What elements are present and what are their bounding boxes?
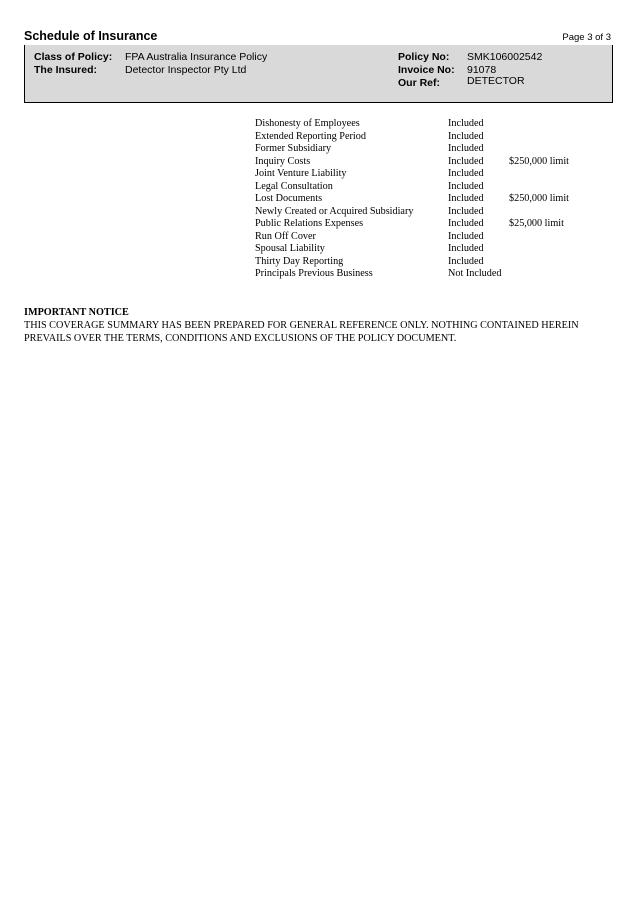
coverage-name: Inquiry Costs — [255, 155, 311, 167]
coverage-limit: $250,000 limit — [509, 193, 569, 204]
coverage-status: Not Included — [448, 268, 502, 279]
coverage-status: Included — [448, 243, 484, 254]
coverage-status: Included — [448, 155, 484, 167]
coverage-row — [255, 193, 595, 206]
coverage-row — [255, 118, 595, 131]
notice-title: IMPORTANT NOTICE — [24, 307, 129, 318]
page-header — [24, 31, 613, 46]
insured-label: The Insured: — [34, 64, 98, 76]
insured-value: Detector Inspector Pty Ltd — [125, 64, 247, 76]
coverage-row — [255, 181, 595, 194]
invoice-no-value: 91078 — [467, 64, 497, 76]
coverage-row — [255, 256, 595, 269]
coverage-status: Included — [448, 168, 484, 179]
invoice-no-label: Invoice No: — [398, 64, 455, 76]
coverage-status: Included — [448, 180, 484, 192]
page-title: Schedule of Insurance — [24, 29, 158, 43]
coverage-name: Lost Documents — [255, 193, 323, 204]
coverage-status: Included — [448, 218, 484, 229]
coverage-name: Former Subsidiary — [255, 143, 332, 154]
coverage-row — [255, 131, 595, 144]
notice-line-1: THIS COVERAGE SUMMARY HAS BEEN PREPARED FOR GENERAL REFERENCE ONLY. NOTHING CONTAINED HEREIN — [24, 320, 579, 331]
coverage-name: Principals Previous Business — [255, 268, 373, 279]
our-ref-label: Our Ref: — [398, 77, 440, 89]
coverage-status: Included — [448, 130, 484, 142]
policy-info-box — [24, 45, 613, 103]
class-of-policy-value: FPA Australia Insurance Policy — [125, 51, 268, 63]
coverage-row — [255, 218, 595, 231]
coverage-name: Spousal Liability — [255, 243, 325, 254]
coverage-name: Extended Reporting Period — [255, 130, 366, 142]
coverage-status: Included — [448, 193, 484, 204]
coverage-name: Legal Consultation — [255, 180, 333, 192]
page-number: Page 3 of 3 — [562, 32, 611, 43]
coverage-row — [255, 206, 595, 219]
coverage-status: Included — [448, 230, 484, 242]
coverage-row — [255, 268, 595, 281]
coverage-row — [255, 143, 595, 156]
coverage-limit: $25,000 limit — [509, 218, 564, 229]
important-notice — [24, 306, 616, 345]
coverage-row — [255, 243, 595, 256]
our-ref-value: DETECTOR — [467, 75, 525, 87]
coverage-name: Thirty Day Reporting — [255, 255, 344, 267]
coverage-name: Public Relations Expenses — [255, 218, 364, 229]
coverage-row — [255, 231, 595, 244]
coverage-name: Joint Venture Liability — [255, 168, 347, 179]
coverage-status: Included — [448, 205, 484, 217]
coverage-row — [255, 168, 595, 181]
coverage-name: Run Off Cover — [255, 230, 316, 242]
coverage-name: Newly Created or Acquired Subsidiary — [255, 205, 414, 217]
class-of-policy-label: Class of Policy: — [34, 51, 113, 63]
coverage-row — [255, 156, 595, 169]
coverage-status: Included — [448, 143, 484, 154]
coverage-status: Included — [448, 118, 484, 129]
policy-no-value: SMK106002542 — [467, 51, 543, 63]
coverage-name: Dishonesty of Employees — [255, 118, 360, 129]
coverage-status: Included — [448, 255, 484, 267]
notice-line-2: PREVAILS OVER THE TERMS, CONDITIONS AND EXCLUSIONS OF THE POLICY DOCUMENT. — [24, 333, 457, 344]
policy-no-label: Policy No: — [398, 51, 450, 63]
coverage-limit: $250,000 limit — [509, 155, 569, 167]
coverage-table — [255, 118, 595, 281]
